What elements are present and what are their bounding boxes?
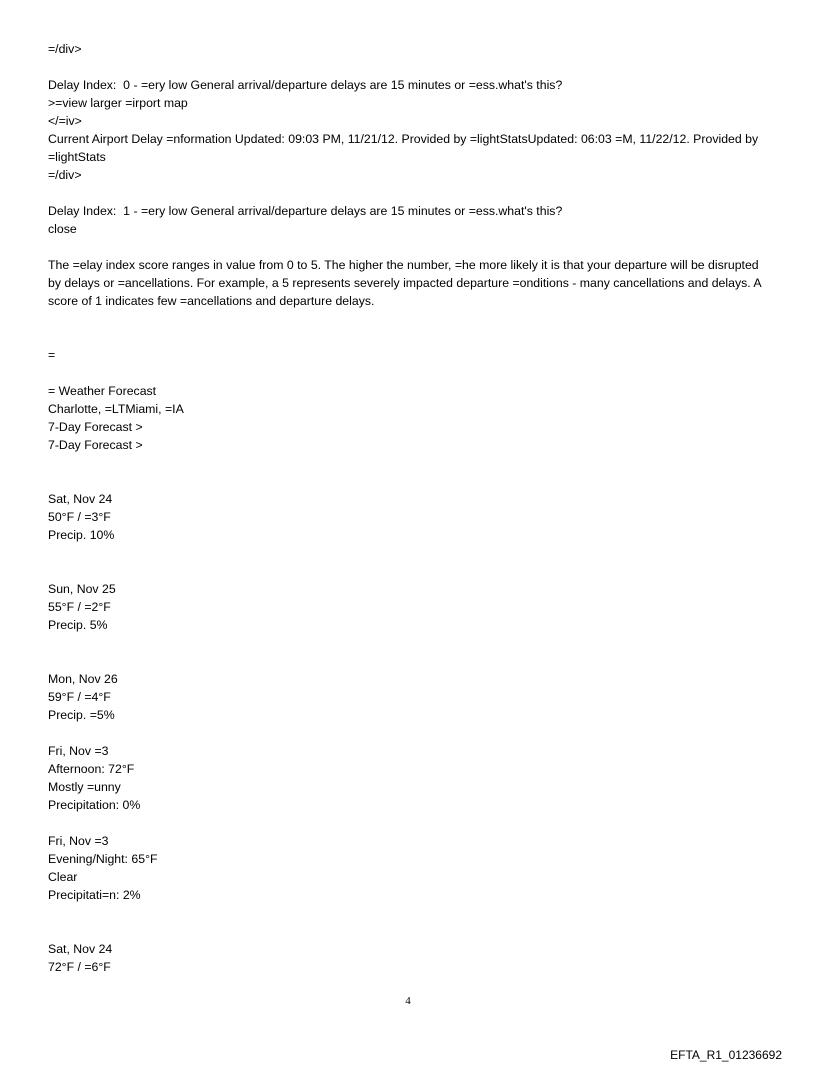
airport-delay-info: Current Airport Delay =nformation Updated: 09:03 PM, 11/21/12. Provided by =lightStatsUpdated: 06:03 =M, 11/22/12. Provided by =lightStats [48, 132, 759, 164]
forecast-date: Mon, Nov 26 [48, 672, 118, 686]
forecast-temps: 55°F / =2°F [48, 600, 111, 614]
text-line: =/div> [48, 168, 82, 182]
weather-forecast-header [48, 382, 768, 454]
forecast-period-temp: Afternoon: 72°F [48, 762, 135, 776]
delay-index-line: Delay Index: 1 - =ery low General arrival/departure delays are 15 minutes or =ess.what's this? [48, 204, 563, 218]
document-id: EFTA_R1_01236692 [670, 1048, 782, 1062]
forecast-temps: 59°F / =4°F [48, 690, 111, 704]
page-number: 4 [405, 995, 411, 1007]
forecast-condition: Mostly =unny [48, 780, 121, 794]
text-block [48, 76, 768, 184]
forecast-temps: 72°F / =6°F [48, 960, 111, 974]
delay-index-explanation: The =elay index score ranges in value from 0 to 5. The higher the number, =he more likely it is that your departure will be disrupted by delays or =ancellations. For example, a 5 represents severely impacted departure =onditions - many cancellations and delays. A score of 1 indicates few =ancellations and departure delays. [48, 258, 761, 308]
forecast-day [48, 940, 768, 976]
airport-map-link-text: >=view larger =irport map [48, 96, 188, 110]
text-block [48, 40, 768, 58]
text-line: =/div> [48, 42, 82, 56]
forecast-date: Fri, Nov =3 [48, 834, 109, 848]
forecast-day [48, 670, 768, 724]
text-line: </=iv> [48, 114, 82, 128]
forecast-precip: Precipitati=n: 2% [48, 888, 141, 902]
document-body [48, 40, 768, 976]
forecast-date: Sun, Nov 25 [48, 582, 116, 596]
forecast-precip: Precip. 10% [48, 528, 115, 542]
forecast-date: Fri, Nov =3 [48, 744, 109, 758]
forecast-period [48, 742, 768, 814]
close-text: close [48, 222, 77, 236]
weather-forecast-title: = Weather Forecast [48, 384, 157, 398]
forecast-condition: Clear [48, 870, 78, 884]
forecast-period-temp: Evening/Night: 65°F [48, 852, 158, 866]
forecast-day [48, 490, 768, 544]
text-line: = [48, 348, 56, 362]
seven-day-forecast-text: 7-Day Forecast > [48, 438, 143, 452]
delay-index-line: Delay Index: 0 - =ery low General arrival/departure delays are 15 minutes or =ess.what's this? [48, 78, 563, 92]
forecast-period [48, 832, 768, 904]
forecast-day [48, 580, 768, 634]
text-block [48, 202, 768, 238]
forecast-locations: Charlotte, =LTMiami, =IA [48, 402, 184, 416]
forecast-precip: Precip. 5% [48, 618, 108, 632]
text-block [48, 256, 768, 310]
text-block [48, 346, 768, 364]
forecast-precip: Precip. =5% [48, 708, 115, 722]
forecast-temps: 50°F / =3°F [48, 510, 111, 524]
forecast-date: Sat, Nov 24 [48, 492, 113, 506]
seven-day-forecast-text: 7-Day Forecast > [48, 420, 143, 434]
forecast-precip: Precipitation: 0% [48, 798, 141, 812]
forecast-date: Sat, Nov 24 [48, 942, 113, 956]
